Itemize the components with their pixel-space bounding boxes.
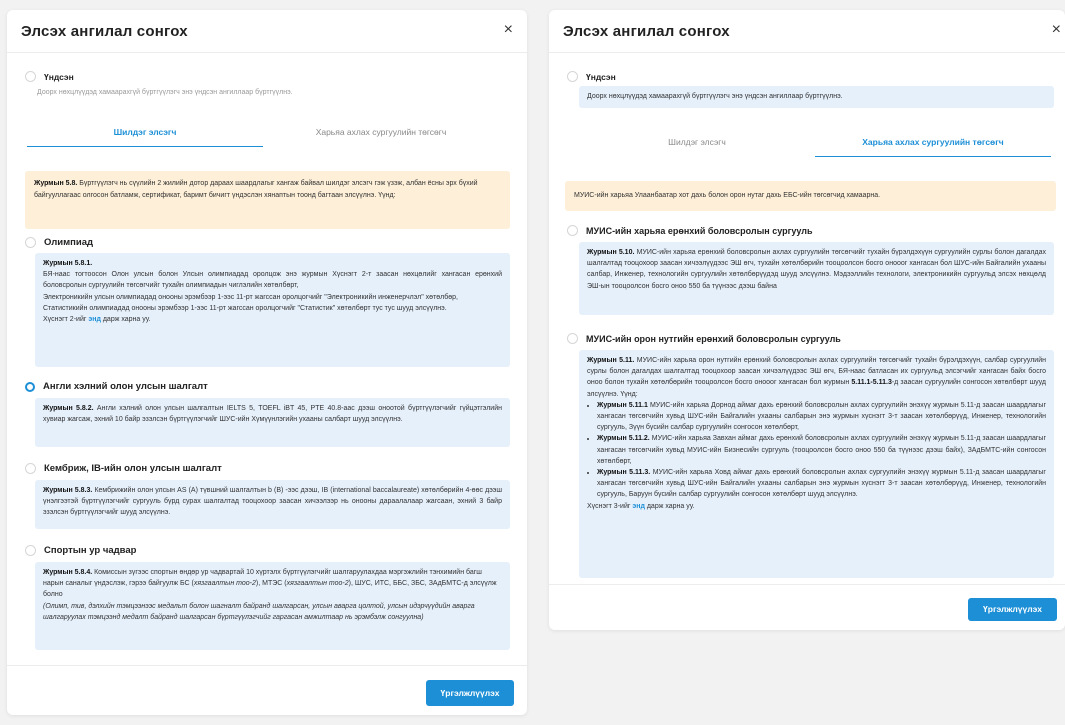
option-basic-label: Үндсэн	[586, 71, 616, 82]
list-item	[597, 400, 1046, 434]
olympiad-line-2: Электроникийн улсын олимпиадад онооны эрэмбээр 1-ээс 11-рт жагссан оролцогчийг "Электроникийн инженерчлэл" хөтөлбөр,	[43, 293, 458, 301]
sport-info	[35, 562, 510, 650]
radio-english-selected[interactable]	[25, 382, 35, 392]
radio-basic[interactable]	[567, 71, 578, 82]
rule-5-11-3-ref: Журмын 5.11.3.	[597, 469, 651, 477]
radio-general-school[interactable]	[567, 225, 578, 236]
option-cambridge[interactable]	[25, 463, 222, 474]
option-general-school-label: МУИС-ийн харьяа ерөнхий боловсролын сургууль	[586, 225, 813, 236]
tab-affiliated-graduate[interactable]: Харьяа ахлах сургуулийн төгсөгч	[315, 127, 447, 137]
option-general-school[interactable]	[567, 225, 813, 236]
option-sport-label: Спортын ур чадвар	[44, 545, 137, 556]
local-rule-ref: Журмын 5.11.	[587, 357, 635, 364]
english-rule-text: Англи хэлний олон улсын шалгалтын IELTS 5, TOEFL iBT 45, PTE 40.8-аас дээш оноотой бүртгүүлэгчийг гүйцэтгэлийн хувиар жагсаж, эхний 10 байр эзэлсэн бүртгүүлэгчийг ШУС-ийн Хүмүүнлэгийн ухааны салбарт шууд элсүүлнэ.	[43, 405, 502, 424]
option-cambridge-label: Кембриж, IB-ийн олон улсын шалгалт	[44, 463, 222, 474]
option-local-school[interactable]	[567, 333, 841, 344]
rule-5-11-1-ref: Журмын 5.11.1	[597, 401, 648, 409]
sport-text-1: Комиссын зүгээс спортын өндөр ур чадвартай 10 хүртэлх бүртгүүлэгчийг шалгаруулахдаа мэргэжлийн тэнхимийн багш нарын саналыг үндэслэж, гэрээ байгуулж БС (	[43, 569, 482, 588]
local-school-info	[579, 350, 1054, 578]
olympiad-line-3: Статистикийн олимпиадад онооны эрэмбээр 1-ээс 11-рт жагссан оролцогчийг "Статистик" хөтөлбөрт тус тус шууд элсүүлнэ.	[43, 304, 447, 312]
rule-5-11-1-text: МУИС-ийн харьяа Дорнод аймаг дахь ерөнхий боловсролын ахлах сургуулийн энэхүү журмын 5.11-д заасан шаардлагыг хангасан төгсөгчийн хувьд ШУС-ийн Байгалийн ухааны салбарын энэ журмын хүснэгт 3-т заасан хөтөлбөрүүд, Инженер, технологийн сургууль, Зүүн бүсийн салбар сургуулийн сонгосон хөтөлбөрт,	[597, 401, 1047, 432]
table2-link[interactable]: энд	[88, 316, 101, 324]
general-rule-text: МУИС-ийн харьяа ерөнхий боловсролын ахлах сургуулийн төгсөгчийг тухайн бүрэлдэхүүн сургуулийн сурлы болон дагалдах шалгалтад тооцохоор заасан хичээлүүдээс ЭШ өгч, тухайн хөтөлбөрийн тооцоолсон босго онооог хангасан бол ШУС-ийн Байгалийн ухааны салбар, Инженер, технологийн сургуулийн хөтөлбөрүүдэд шууд элсүүлнэ. Мэдээллийн технологи, электроникийн сургуульд элсэх нөхцөлд ЭШ-ын тооцоолсон босго оноо 550 ба түүнээс дээш байна	[587, 249, 1046, 290]
tab-affiliated-graduate[interactable]: Харьяа ахлах сургуулийн төгсөгч	[815, 137, 1051, 157]
rule-notice-text: Бүртгүүлэгч нь сүүлийн 2 жилийн дотор дараах шаардлагыг хангаж байвал шилдэг элсэгч гэж үзэж, албан ёсны эрх бүхий байгууллагаас олгосон батламж, сертификат, баримт бичигт үндэслэн хянаптын тоонд багтаан элсүүлнэ. Үүнд:	[34, 180, 478, 199]
cambridge-rule-text: Кембрижийн олон улсын AS (A) түвшний шалгалтын b (B) -ээс дээш, IB (international baccalaureate) хөтөлбөрийн 4-өөс дээш үнэлгээтэй бүртгүүлэгчийг сургууль бүрд сурах шалгалтад тооцохоор заасан хичээлээр нь онооны дараалалаар жагсаан, эхний 3 байр эзэлсэн бүртгүүлэгчийг шууд элсүүлнэ.	[43, 487, 502, 517]
sport-text-3: ), ШУС, ИТС, ББС, ЗБС, ЗАдБМТС-д элсүүлж болно	[43, 580, 497, 599]
option-olympiad[interactable]	[25, 237, 93, 248]
option-basic-desc: Доорх нөхцлүүдэд хамаарахгүй бүртгүүлэгч энэ үндсэн ангиллаар бүртгүүлнэ.	[579, 86, 1054, 108]
continue-button[interactable]: Үргэлжлүүлэх	[968, 598, 1057, 621]
tab-top-applicant[interactable]: Шилдэг элсэгч	[668, 137, 726, 147]
local-rule-text-2: -д заасан сургуулийн сонгосон хөтөлбөрт шууд элсүүлнэ. Үүнд:	[587, 379, 1046, 398]
general-school-info	[579, 242, 1054, 315]
radio-cambridge[interactable]	[25, 463, 36, 474]
rule-notice: МУИС-ийн харьяа Улаанбаатар хот дахь болон орон нутаг дахь ЕБС-ийн төгсөгчид хамаарна.	[565, 181, 1056, 211]
olympiad-info	[35, 253, 510, 367]
radio-local-school[interactable]	[567, 333, 578, 344]
cambridge-rule-ref: Журмын 5.8.3.	[43, 487, 93, 494]
option-english[interactable]	[25, 381, 208, 392]
general-rule-ref: Журмын 5.10.	[587, 249, 635, 256]
olympiad-line-1: БЯ-наас тогтоосон Олон улсын болон Улсын олимпиадад оролцож энэ журмын Хүснэгт 2-т заасан нөхцөлийг хангасан ерөнхий боловсролын сургуулийн төгсөгчийг тухайн олимпиадын чиглэлийн хөтөлбөрт,	[43, 271, 502, 290]
radio-olympiad[interactable]	[25, 237, 36, 248]
modal-footer	[7, 665, 527, 666]
cambridge-info	[35, 480, 510, 529]
modal-footer	[549, 584, 1065, 585]
olympiad-rule-ref: Журмын 5.8.1.	[43, 260, 93, 267]
modal-title: Элсэх ангилал сонгох	[21, 23, 188, 40]
option-basic-desc: Доорх нөхцлүүдэд хамаарахгүй бүртгүүлэгч энэ үндсэн ангиллаар бүртгүүлнэ.	[37, 89, 293, 96]
modal-header	[549, 10, 1065, 53]
local-rule-list	[587, 400, 1046, 501]
olympiad-line-4a: Хүснэгт 2-ийг	[43, 316, 89, 324]
modal-title: Элсэх ангилал сонгох	[563, 23, 730, 40]
rule-5-11-2-ref: Журмын 5.11.2.	[597, 435, 650, 443]
modal-header	[7, 10, 527, 53]
category-modal-left	[7, 10, 527, 715]
close-icon[interactable]: ×	[1051, 21, 1061, 38]
tab-bar	[27, 127, 499, 147]
rule-5-11-2-text: МУИС-ийн харьяа Завхан аймаг дахь ерөнхий боловсролын ахлах сургуулийн энэхүү журмын 5.11-д заасан шаардлагыг хангасан төгсөгчийн хувьд МУИС-ийн Бизнесийн сургууль (тооцоолсон босго оноо 550 ба түүнээс дээш байх), ЗАдБМТС-ийн сонгосон хөтөлбөрт,	[597, 435, 1046, 465]
sport-text-2: ), МТЭС (	[255, 580, 287, 588]
option-basic-label: Үндсэн	[44, 71, 74, 82]
option-local-school-label: МУИС-ийн орон нутгийн ерөнхий боловсролын сургууль	[586, 333, 841, 344]
table3-text-a: Хүснэгт 3-ийг	[587, 502, 633, 510]
sport-note: (Олимп, тив, дэлхийн тэмцээнээс медальт болон шагналт байранд шалгарсан, улсын аварга цолтой, улсын идэрчүүдийн аварга шалгаруулах тэмцээнд медалт байранд шалгарсан бүртгүүлэгчийг гаргасан амжилтаар нь эрэмбэлж сонгуулна)	[43, 602, 475, 621]
option-english-label: Англи хэлний олон улсын шалгалт	[43, 381, 208, 392]
olympiad-line-4b: дарж харна уу.	[100, 316, 151, 324]
sport-quota-1: хязгаалтын тоо-2	[193, 580, 256, 588]
option-basic[interactable]	[25, 71, 74, 82]
english-info	[35, 398, 510, 447]
category-modal-right	[549, 10, 1065, 630]
option-olympiad-label: Олимпиад	[44, 237, 94, 248]
rule-5-11-3-text: МУИС-ийн харьяа Ховд аймаг дахь ерөнхий боловсролын ахлах сургуулийн энэхүү журмын 5.11-д заасан шаардлагыг хангасан төгсөгчийн хувьд ШУС-ийн Байгалийн ухааны салбарын энэ журмын хүснэгт 3-т заасан хөтөлбөрүүд, Инженер, технологийн сургууль, Баруун бүсийн салбар сургуулийн сонгосон хөтөлбөрт шууд элсүүлнэ.	[597, 469, 1046, 499]
list-item	[597, 467, 1046, 501]
rule-notice	[25, 171, 510, 229]
tab-bar	[579, 137, 1051, 157]
continue-button[interactable]: Үргэлжлүүлэх	[426, 680, 514, 706]
local-rule-text: МУИС-ийн харьяа орон нутгийн ерөнхий боловсролын ахлах сургуулийн төгсөгчийг тухайн бүрэлдэхүүн, салбар сургуулийн сурлы болон дагалдах шалгалтад тооцохоор заасан хичээлүүдээс ЭШ өгч, БЯ-наас батласан их сургуульд элсэгчийг хангасан байх босго оноо болон тухайн хөтөлбөрийн тооцоолсон босго онооог хангасан бол журмын	[587, 357, 1046, 387]
local-rule-range: 5.11.1-5.11.3	[851, 379, 892, 387]
list-item	[597, 433, 1046, 467]
table3-text-b: дарж харна уу.	[644, 502, 695, 510]
option-basic[interactable]	[567, 71, 616, 82]
option-sport[interactable]	[25, 545, 136, 556]
close-icon[interactable]: ×	[503, 21, 513, 38]
rule-notice-ref: Журмын 5.8.	[34, 180, 78, 187]
radio-basic[interactable]	[25, 71, 36, 82]
tab-top-applicant[interactable]: Шилдэг элсэгч	[27, 127, 263, 147]
radio-sport[interactable]	[25, 545, 36, 556]
table3-link[interactable]: энд	[632, 502, 645, 510]
sport-quota-2: хязгаалтын тоо-2	[286, 580, 349, 588]
english-rule-ref: Журмын 5.8.2.	[43, 405, 94, 412]
sport-rule-ref: Журмын 5.8.4.	[43, 569, 93, 576]
